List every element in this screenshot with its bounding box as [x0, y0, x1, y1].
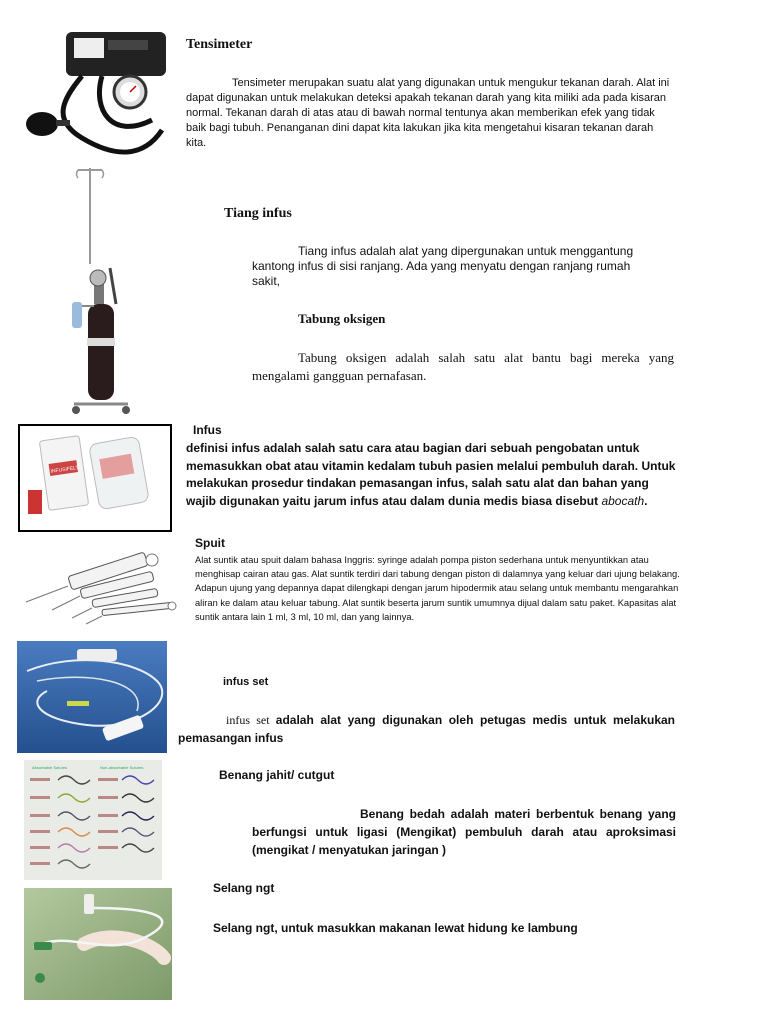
- tiang-infus-body: Tiang infus adalah alat yang dipergunakan untuk menggantung kantong infus di sisi ranjang. Ada yang menyatu dengan ranjang rumah sakit,: [252, 244, 634, 288]
- spuit-body: Alat suntik atau spuit dalam bahasa Inggris: syringe adalah pompa piston sederhana untuk menyuntikkan atau menghisap cairan atau gas. Alat suntik terdiri dari tabung dengan piston di dalamnya yang keluar dari ujung belakang. Adapun ujung yang depannya dapat dilengkapi dengan jarum hipodermik atau selang untuk membantu mengarahkan aliran ke dalam atau keluar tabung. Alat suntik beserta jarum suntik umumnya dijual dalam satu paket. Kapasitas alat suntik antara lain 1 ml, 3 ml, 10 ml, dan yang lainnya.: [195, 555, 680, 622]
- spuit-title: Spuit: [195, 536, 225, 550]
- suture-chart-right-header: Non-absorbable Sutures: [100, 765, 144, 770]
- infus-set-body-rest: adalah alat yang digunakan oleh petugas medis untuk melakukan pemasangan infus: [178, 713, 676, 745]
- suture-chart-left-header: Absorbable Sutures: [32, 765, 68, 770]
- spuit-image: [22, 546, 180, 632]
- tensimeter-title: Tensimeter: [186, 37, 253, 52]
- tabung-oksigen-body: Tabung oksigen adalah salah satu alat bantu bagi mereka yang mengalami gangguan pernafasan.: [252, 350, 674, 383]
- infus-image: [18, 424, 172, 532]
- tensimeter-image: [22, 20, 178, 160]
- ngt-image: [24, 888, 172, 1000]
- benang-title: Benang jahit/ cutgut: [219, 768, 335, 782]
- selang-ngt-body: Selang ngt, untuk masukkan makanan lewat hidung ke lambung: [213, 921, 578, 935]
- infus-set-title: infus set: [223, 676, 269, 688]
- infus-pack-label: INFUSIFELT: [50, 464, 80, 475]
- iv-pole-image: [70, 164, 110, 264]
- tabung-oksigen-title: Tabung oksigen: [298, 311, 386, 326]
- infus-set-body: [178, 711, 675, 747]
- infus-set-body-lead: infus set: [226, 713, 270, 727]
- benang-body: Benang bedah adalah materi berbentuk benang yang berfungsi untuk ligasi (Mengikat) pembuluh darah atau aproksimasi (mengikat / menyatukan jaringan ): [252, 807, 676, 857]
- infus-set-image: [17, 641, 167, 753]
- infus-body-main: definisi infus adalah salah satu cara atau bagian dari sebuah pengobatan untuk memasukkan obat atau vitamin kedalam tubuh pasien melalui pembuluh darah. Untuk melakukan prosedur tindakan pemasangan infus, salah satu alat dan bahan yang wajib digunakan yaitu jarum infus atau dalam dunia medis biasa disebut: [186, 441, 676, 508]
- infus-body-end: .: [644, 493, 648, 508]
- suture-chart-image: [24, 760, 162, 880]
- tiang-infus-title: Tiang infus: [224, 206, 292, 221]
- infus-title: Infus: [193, 423, 222, 437]
- infus-body-italic: abocath: [601, 493, 645, 508]
- selang-ngt-title: Selang ngt: [213, 881, 275, 895]
- tensimeter-body: Tensimeter merupakan suatu alat yang digunakan untuk mengukur tekanan darah. Alat ini dapat digunakan untuk melakukan deteksi apakah tekanan darah yang kita miliki ada pada kisaran normal. Tekanan darah di atas atau di bawah normal tentunya akan memberikan efek yang tidak baik bagi tubuh. Penanganan dini dapat kita lakukan jika kita mengetahui kisaran tekanan darah kita.: [186, 77, 670, 149]
- oxygen-tank-image: [60, 264, 140, 420]
- infus-body: [186, 440, 676, 510]
